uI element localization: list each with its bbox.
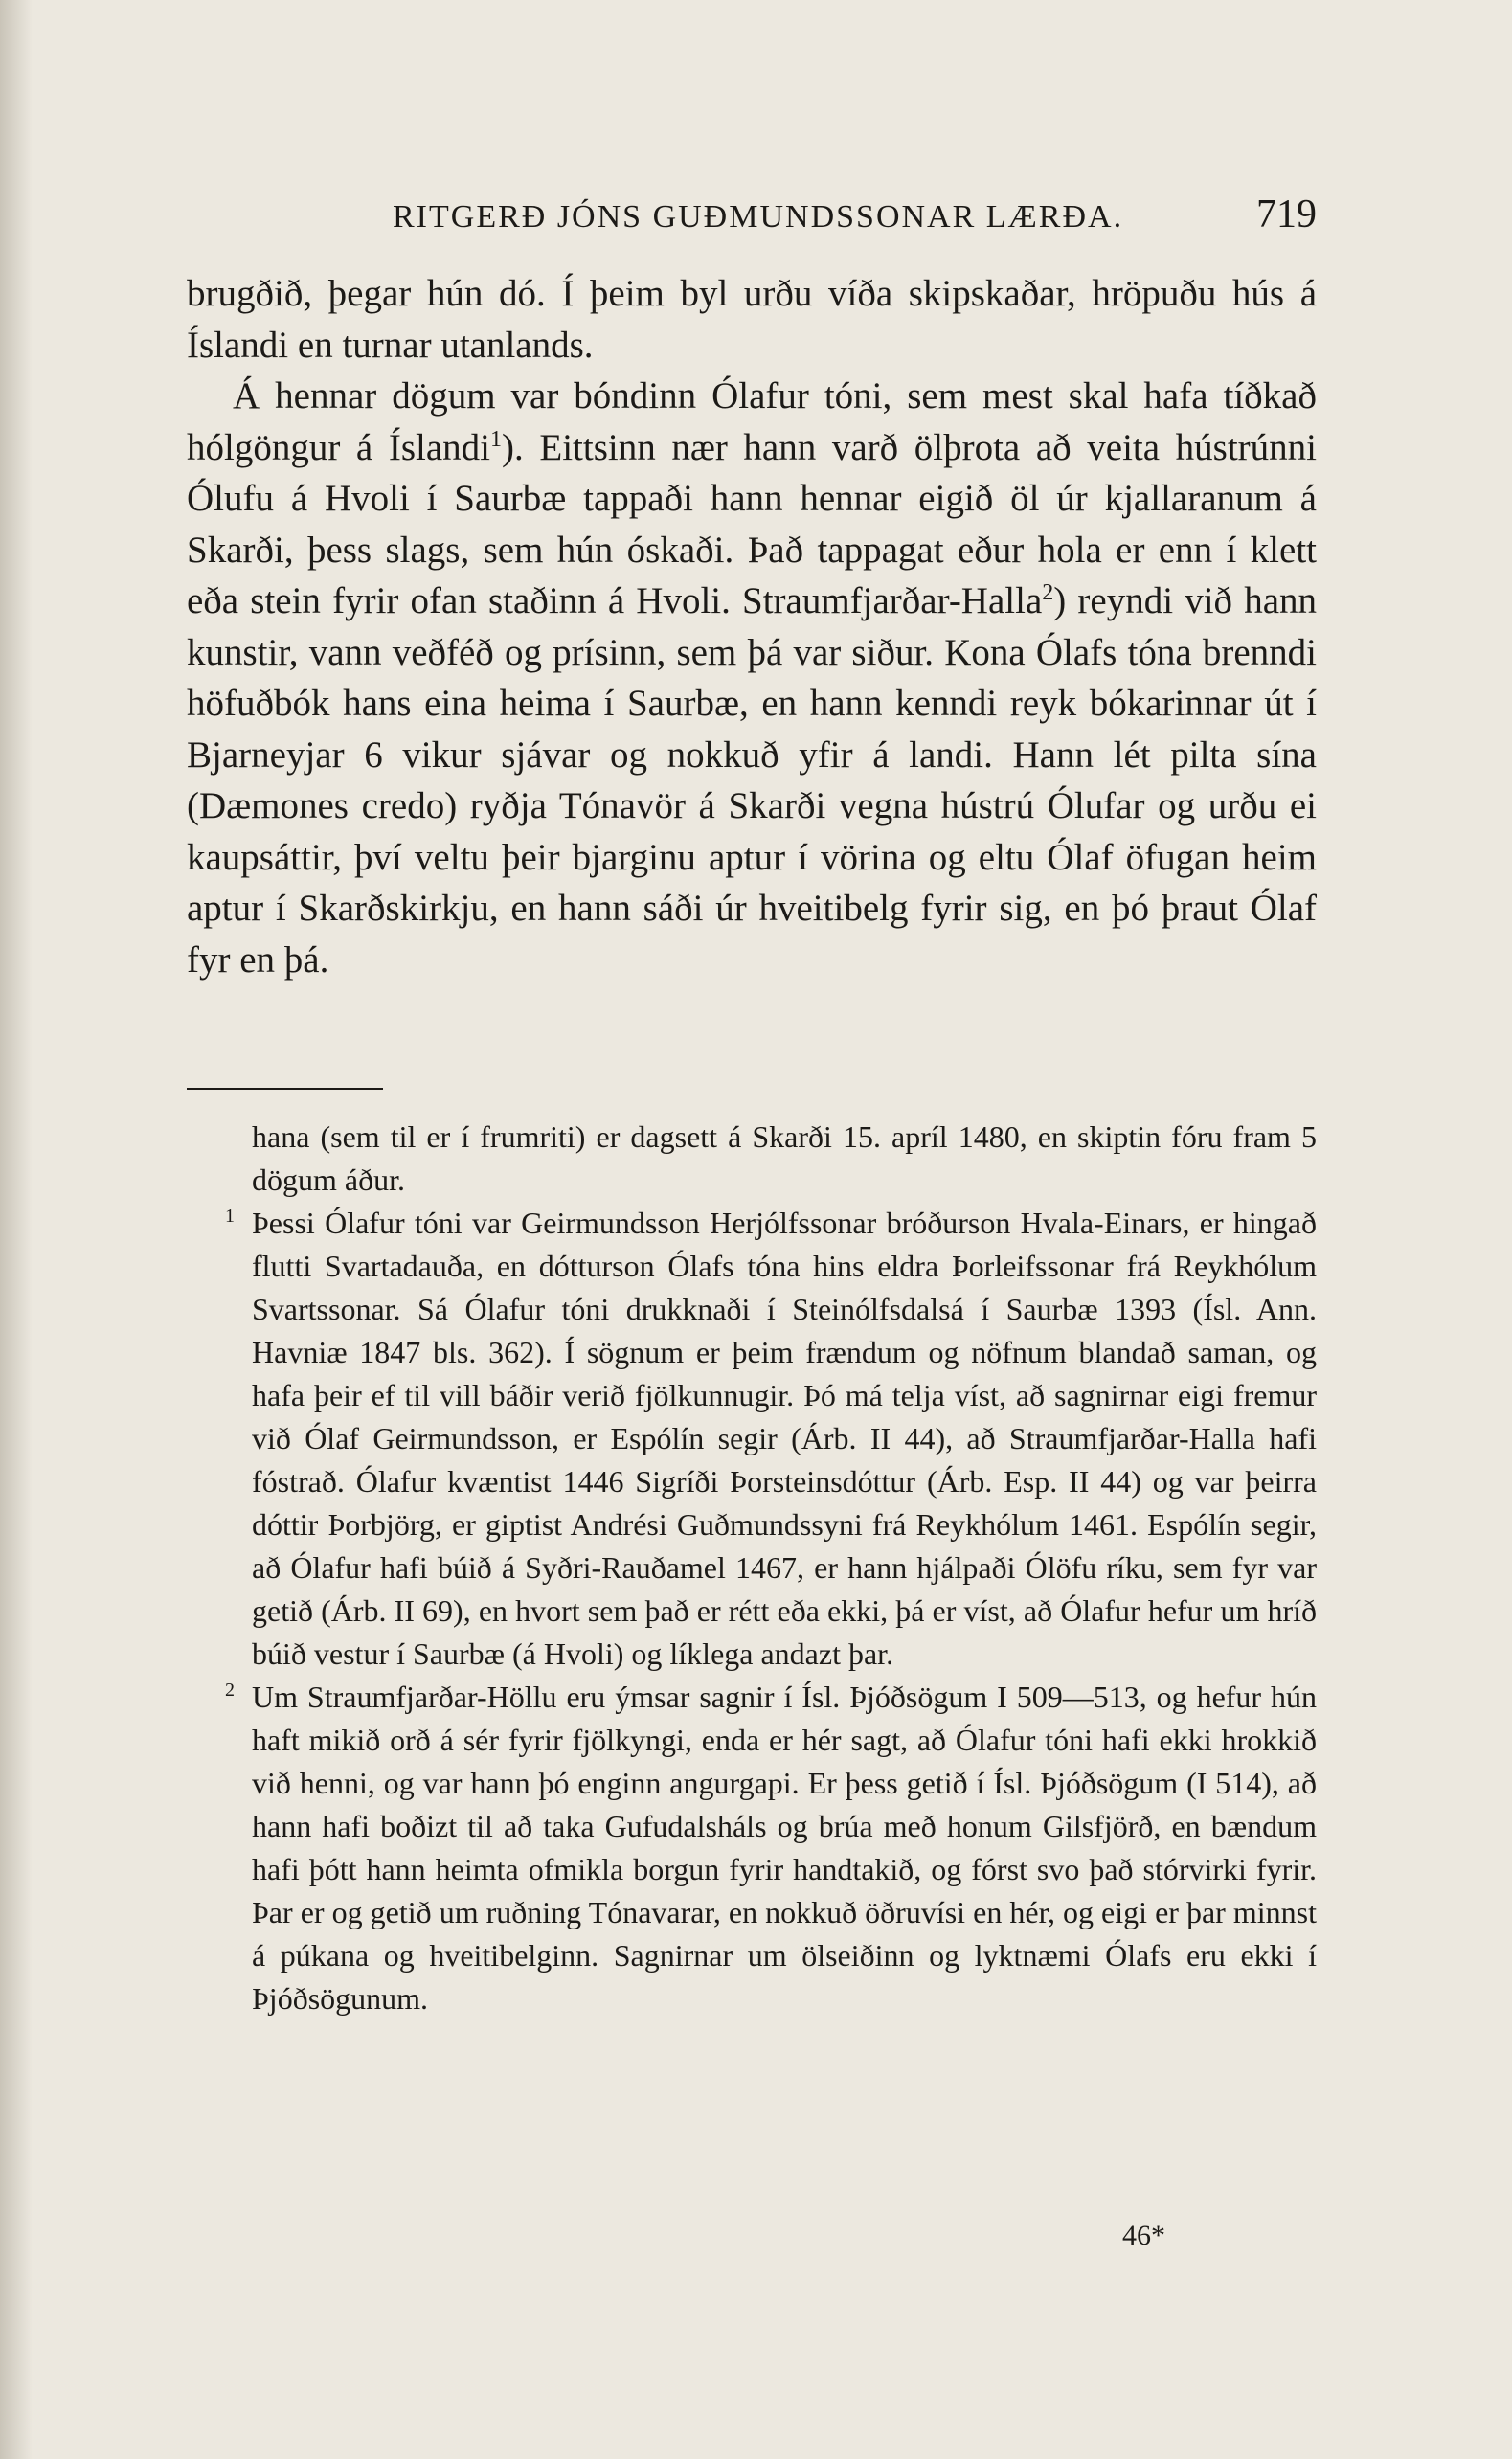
paragraph-2 bbox=[187, 371, 1317, 985]
printer-signature: 46* bbox=[1122, 2220, 1165, 2251]
running-title: RITGERÐ JÓNS GUÐMUNDSSONAR LÆRÐA. bbox=[393, 199, 1124, 235]
footnote-2-text: Um Straumfjarðar-Höllu eru ýmsar sagnir í Ísl. Þjóðsögum I 509—513, og hefur hún haft mikið orð á sér fyrir fjölkyngi, enda er hér sagt, að Ólafur tóni hafi ekki hrokkið við henni, og var hann þó enginn angurgapi. Er þess getið í Ísl. Þjóðsögum (I 514), að hann hafi boðizt til að taka Gufudalsháls og brúa með honum Gilsfjörð, en bændum hafi þótt hann heimta ofmikla borgun fyrir handtakið, og fórst svo það stórvirki fyrir. Þar er og getið um ruðning Tónavarar, en nokkuð öðruvísi en hér, og eigi er þar minnst á púkana og hveitibelginn. Sagnirnar um ölseiðinn og lyktnæmi Ólafs eru ekki í Þjóðsögunum. bbox=[252, 1680, 1317, 2016]
paragraph-2-part-a: Á hennar dögum var bóndinn Ólafur tóni, sem mest skal hafa tíðkað hólgöngur á Íslandi bbox=[187, 375, 1317, 468]
footnote-2-mark: 2 bbox=[225, 1680, 235, 1701]
paragraph-2-part-b: ). Eittsinn nær hann varð ölþrota að veita hústrúnni Ólufu á Hvoli í Saurbæ tappaði hann hennar eigið öl úr kjallaranum á Skarði, þess slags, sem hún óskaði. Það tappagat eður hola er enn í klett eða stein fyrir ofan staðinn á Hvoli. Straumfjarðar-Halla bbox=[187, 426, 1318, 621]
footnote-2 bbox=[187, 1676, 1317, 2020]
paragraph-1: brugðið, þegar hún dó. Í þeim byl urðu víða skipskaðar, hröpuðu hús á Íslandi en turnar utanlands. bbox=[187, 273, 1317, 366]
footnote-1-text: Þessi Ólafur tóni var Geirmundsson Herjólfssonar bróðurson Hvala-Einars, er hingað flutti Svartadauða, en dótturson Ólafs tóna hins eldra Þorleifssonar frá Reykhólum Svartssonar. Sá Ólafur tóni drukknaði í Steinólfsdalsá í Saurbæ 1393 (Ísl. Ann. Havniæ 1847 bls. 362). Í sögnum er þeim frændum og nöfnum blandað saman, og hafa þeir ef til vill báðir verið fjölkunnugir. Þó má telja víst, að sagnirnar eigi fremur við Ólaf Geirmundsson, er Espólín segir (Árb. II 44), að Straumfjarðar-Halla hafi fóstrað. Ólafur kvæntist 1446 Sigríði Þorsteinsdóttur (Árb. Esp. II 44) og var þeirra dóttir Þorbjörg, er giptist Andrési Guðmundssyni frá Reykhólum 1461. Espólín segir, að Ólafur hafi búið á Syðri-Rauðamel 1467, er hann hjálpaði Ólöfu ríku, sem fyr var getið (Árb. II 69), en hvort sem það er rétt eða ekki, þá er víst, að Ólafur hefur um hríð búið vestur í Saurbæ (á Hvoli) og líklega andazt þar. bbox=[252, 1206, 1317, 1671]
footnote-continued: hana (sem til er í frumriti) er dagsett á Skarði 15. apríl 1480, en skiptin fóru fram 5 dögum áður. bbox=[252, 1119, 1317, 1197]
footnote-divider bbox=[187, 1088, 383, 1090]
footnote-1-mark: 1 bbox=[225, 1206, 235, 1227]
footnote-ref-2[interactable]: 2 bbox=[1042, 580, 1054, 605]
page-edge-shadow bbox=[0, 0, 33, 2459]
paragraph-2-part-c: ) reyndi við hann kunstir, vann veðféð og prísinn, sem þá var siður. Kona Ólafs tóna brenndi höfuðbók hans eina heima í Saurbæ, en hann kenndi reyk bókarinnar út í Bjarneyjar 6 vikur sjávar og nokkuð yfir á landi. Hann lét pilta sína (Dæmones credo) ryðja Tónavör á Skarði vegna hústrú Ólufar og urðu ei kaupsáttir, því veltu þeir bjarginu aptur í vörina og eltu Ólaf öfugan heim aptur í Skarðskirkju, en hann sáði úr hveitibelg fyrir sig, en þó þraut Ólaf fyr en þá. bbox=[187, 580, 1317, 981]
main-text bbox=[187, 268, 1317, 985]
page-number: 719 bbox=[1256, 192, 1317, 237]
footnote-ref-1[interactable]: 1 bbox=[490, 426, 503, 452]
page-header bbox=[187, 192, 1317, 249]
footnote-1 bbox=[187, 1202, 1317, 1676]
footnotes bbox=[187, 1116, 1317, 2020]
